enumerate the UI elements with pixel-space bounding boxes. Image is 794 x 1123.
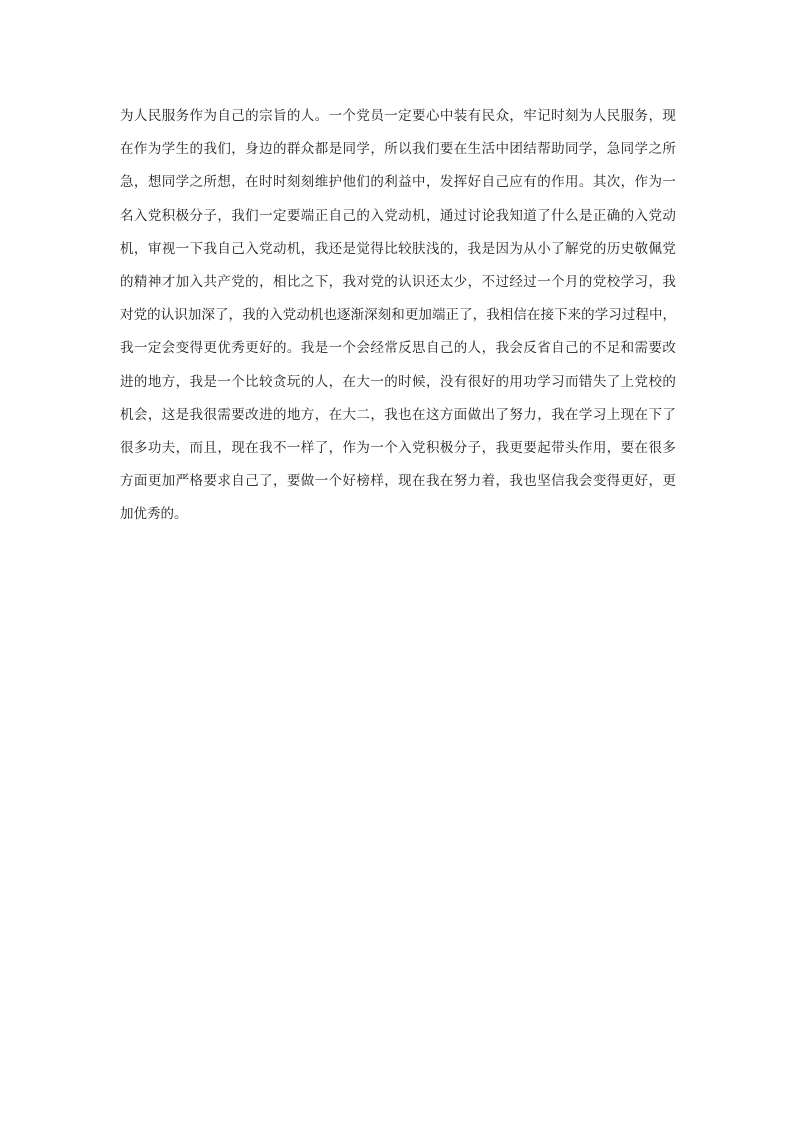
text-line: 加优秀的。 (120, 506, 188, 523)
text-line: 名 入 党 积 极 分 子 ， 我 们 一 定 要 端 正 自 己 的 入 党 动 机 ， 通 过 讨 论 我 知 道 了 什 么 是 正 确 的 入 党 动 (120, 207, 676, 224)
text-line: 机 会 ， 这 是 我 很 需 要 改 进 的 地 方 ， 在 大 二 ， 我 也 在 这 方 面 做 出 了 努 力 ， 我 在 学 习 上 现 在 下 了 (120, 406, 676, 423)
text-line: 急 ， 想 同 学 之 所 想 ， 在 时 时 刻 刻 维 护 他 们 的 利 益 中 ， 发 挥 好 自 己 应 有 的 作 用 。 其 次 ， 作 为 一 (120, 174, 676, 191)
text-line: 我 一 定 会 变 得 更 优 秀 更 好 的 。 我 是 一 个 会 经 常 反 思 自 己 的 人 ， 我 会 反 省 自 己 的 不 足 和 需 要 改 (120, 340, 676, 357)
text-line: 为 人 民 服 务 作 为 自 己 的 宗 旨 的 人 。 一 个 党 员 一 定 要 心 中 装 有 民 众 ， 牢 记 时 刻 为 人 民 服 务 ， 现 (120, 108, 676, 124)
text-line: 在 作 为 学 生 的 我 们 ， 身 边 的 群 众 都 是 同 学 ， 所 以 我 们 要 在 生 活 中 团 结 帮 助 同 学 ， 急 同 学 之 所 (120, 141, 676, 158)
text-line: 方 面 更 加 严 格 要 求 自 己 了 ， 要 做 一 个 好 榜 样 ， 现 在 我 在 努 力 着 ， 我 也 坚 信 我 会 变 得 更 好 ， 更 (120, 473, 676, 490)
body-paragraph (120, 103, 676, 534)
text-line: 很 多 功 夫 ， 而 且 ， 现 在 我 不 一 样 了 ， 作 为 一 个 入 党 积 极 分 子 ， 我 更 要 起 带 头 作 用 ， 要 在 很 多 (120, 439, 676, 456)
text-line: 进 的 地 方 ， 我 是 一 个 比 较 贪 玩 的 人 ， 在 大 一 的 时 候 ， 没 有 很 好 的 用 功 学 习 而 错 失 了 上 党 校 的 (120, 373, 676, 390)
text-line: 的 精 神 才 加 入 共 产 党 的 ， 相 比 之 下 ， 我 对 党 的 认 识 还 太 少 ， 不 过 经 过 一 个 月 的 党 校 学 习 ， 我 (120, 273, 676, 290)
text-line: 机 ， 审 视 一 下 我 自 己 入 党 动 机 ， 我 还 是 觉 得 比 较 肤 浅 的 ， 我 是 因 为 从 小 了 解 党 的 历 史 敬 佩 党 (120, 240, 676, 257)
text-line: 对 党 的 认 识 加 深 了 ， 我 的 入 党 动 机 也 逐 渐 深 刻 和 更 加 端 正 了 ， 我 相 信 在 接 下 来 的 学 习 过 程 中 ， (120, 307, 676, 324)
